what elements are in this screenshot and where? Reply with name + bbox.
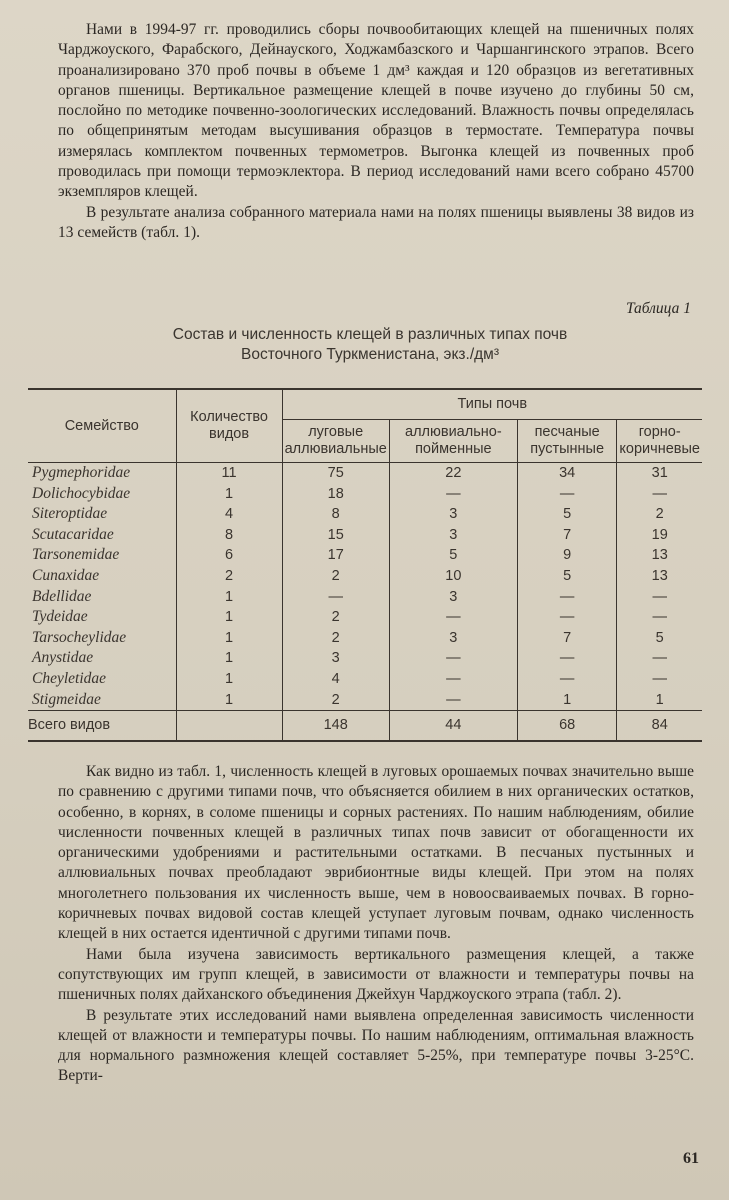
body-paragraph-1: Как видно из табл. 1, численность клещей в луговых орошаемых почвах значительно выше по сравнению с другими типами почв, что объясняется обилием в них органических остатков, особенно, в корнях, в соломе пшеницы и сорных растениях. По нашим наблюдениям, обилие численности почвенных клещей в различных типах почв зависит от обогащенности их органическими удобрениями и растительными остатками. В песчаных пустынных и аллювиальных почвах преобладают эврибионтные виды клещей. При этом на полях многолетнего пользования их численность выше, чем в новоосваиваемых почвах. В горно-коричневых почвах видовой состав клещей уступает луговым почвам, однако численность клещей в них остается идентичной с другими типами почв. xyxy=(58,763,694,943)
header-family: Семейство xyxy=(28,389,176,463)
table-caption-line-1: Состав и численность клещей в различных типах почв xyxy=(172,326,568,343)
table-caption-line-2: Восточного Туркменистана, экз./дм³ xyxy=(240,346,499,363)
table-row: Tydeidae 1 2 — — — xyxy=(28,607,702,628)
header-count: Количество видов xyxy=(176,389,282,463)
table-number: Таблица 1 xyxy=(625,300,691,317)
total-count-empty xyxy=(176,711,282,741)
total-mountain: 84 xyxy=(617,711,702,741)
header-soil-sandy: песчаные пустынные xyxy=(517,420,617,463)
header-soil-meadow: луговые аллювиальные xyxy=(282,420,389,463)
intro-paragraph-1: Нами в 1994-97 гг. проводились сборы почвообитающих клещей на пшеничных полях Чарджоуского, Фарабского, Дейнауского, Ходжамбазского и Чаршангинского этрапов. Всего проанализировано 370 проб почвы в объеме 1 дм³ каждая и 120 образцов из вегетативных органов пшеницы. Вертикальное размещение клещей в почве изучено до глубины 50 см, послойно по методике почвенно-зоологических исследований. Влажность почвы определялась по общепринятым методам высушивания образцов в термостате. Температура почвы измерялась комплектом почвенных термометров. Выгонка клещей из почвенных проб проводилась при помощи термоэклектора. В период исследований нами всего собрано 45700 экземпляров клещей. xyxy=(58,21,694,201)
table-body xyxy=(28,463,702,741)
header-soil-floodplain: аллювиально-пойменные xyxy=(389,420,517,463)
page-number: 61 xyxy=(683,1150,699,1167)
body-paragraph-2: Нами была изучена зависимость вертикального размещения клещей, а также сопутствующих им групп клещей, в зависимости от влажности и температуры почвы на пшеничных полях дайханского объединения Джейхун Чарджоуского этрапа (табл. 2). xyxy=(58,945,694,1004)
body-paragraph-3: В результате этих исследований нами выявлена определенная зависимость численности клещей от влажности и температуры почвы. По нашим наблюдениям, оптимальная влажность для нормального размножения клещей составляет 5-25%, при температуре почвы 3-25°С. Верти- xyxy=(58,1006,694,1085)
table-row: Stigmeidae 1 2 — 1 1 xyxy=(28,690,702,711)
header-soil-mountain: горно-коричневые xyxy=(617,420,702,463)
table-row: Cheyletidae 1 4 — — — xyxy=(28,669,702,690)
table-total-row xyxy=(28,711,702,741)
total-sandy: 68 xyxy=(517,711,617,741)
table-row: Scutacaridae 8 15 3 7 19 xyxy=(28,525,702,546)
table-row: Tarsocheylidae 1 2 3 7 5 xyxy=(28,628,702,649)
header-soil-types: Типы почв xyxy=(282,389,702,420)
body-text xyxy=(58,762,694,1087)
table-row: Pygmephoridae 11 75 22 34 31 xyxy=(28,463,702,484)
intro-paragraph-2: В результате анализа собранного материала нами на полях пшеницы выявлены 38 видов из 13 семейств (табл. 1). xyxy=(58,203,694,241)
table-caption xyxy=(60,325,680,365)
table-row: Siteroptidae 4 8 3 5 2 xyxy=(28,504,702,525)
total-floodplain: 44 xyxy=(389,711,517,741)
table-row: Cunaxidae 2 2 10 5 13 xyxy=(28,566,702,587)
intro-text xyxy=(58,20,694,243)
table-row: Bdellidae 1 — 3 — — xyxy=(28,587,702,608)
table-row: Tarsonemidae 6 17 5 9 13 xyxy=(28,545,702,566)
total-label: Всего видов xyxy=(28,711,176,741)
mites-table xyxy=(28,388,702,742)
table-row: Dolichocybidae 1 18 — — — xyxy=(28,484,702,505)
total-meadow: 148 xyxy=(282,711,389,741)
table-row: Anystidae 1 3 — — — xyxy=(28,648,702,669)
